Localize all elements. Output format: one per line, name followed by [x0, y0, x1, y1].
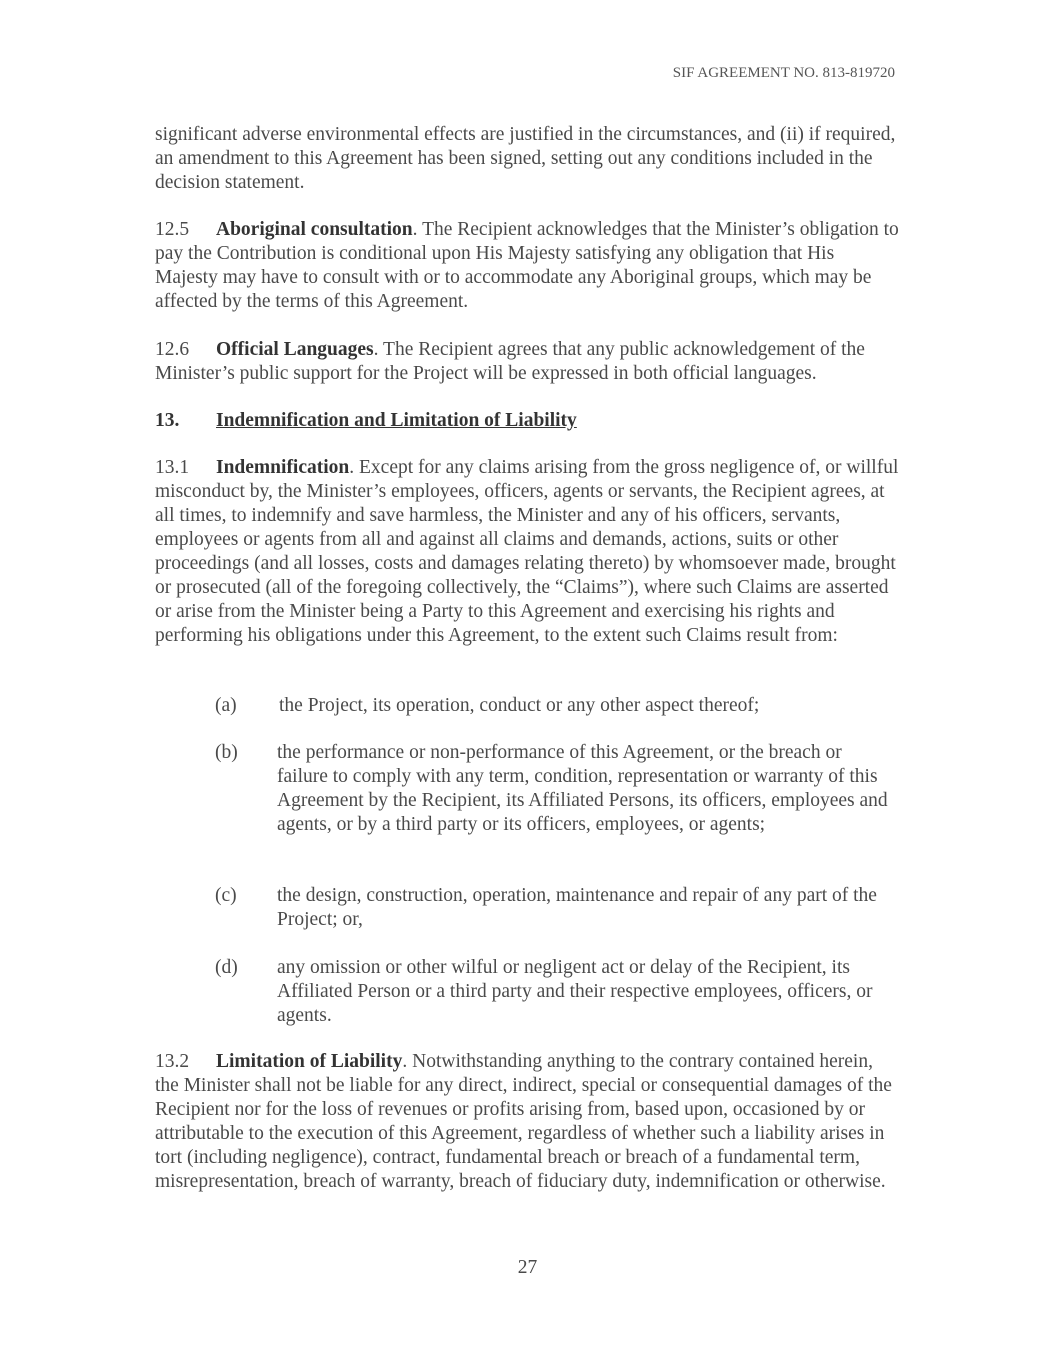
section-text: . The Recipient agrees that any public acknowledgement of the Minister’s public support for the Project will be expressed in both official languages. [155, 339, 865, 384]
item-label: (a) [215, 695, 237, 716]
agreement-number-header: SIF AGREEMENT NO. 813-819720 [672, 65, 895, 81]
section-13-heading [155, 409, 900, 433]
section-title: Limitation of Liability [216, 1051, 403, 1072]
section-title: Indemnification [216, 457, 350, 478]
section-12-6 [155, 338, 900, 386]
item-label: (d) [215, 957, 238, 978]
section-number: 12.6 [155, 339, 190, 360]
item-label: (b) [215, 742, 238, 763]
continuation-paragraph: significant adverse environmental effects are justified in the circumstances, and (ii) if required, an amendment to this Agreement has been signed, setting out any conditions included in the decision statement. [155, 124, 896, 193]
section-title: Indemnification and Limitation of Liability [216, 410, 577, 431]
page-number: 27 [517, 1257, 538, 1278]
section-number: 13. [155, 410, 180, 431]
section-number: 13.1 [155, 457, 190, 478]
section-13-2 [155, 1050, 900, 1194]
item-text: the design, construction, operation, maintenance and repair of any part of the Project; or, [277, 885, 877, 930]
section-text: . Except for any claims arising from the gross negligence of, or willful misconduct by, the Minister’s employees, officers, agents or servants, the Recipient agrees, at all times, to indemnify and save harmless, the Minister and any of his officers, servants, employees or agents from all and against all claims and demands, actions, suits or other proceedings (and all losses, costs and damages relating thereto) by whomsoever made, brought or prosecuted (all of the foregoing collectively, the “Claims”), where such Claims are asserted or arise from the Minister being a Party to this Agreement and exercising his rights and performing his obligations under this Agreement, to the extent such Claims result from: [155, 457, 899, 646]
section-text: . The Recipient acknowledges that the Minister’s obligation to pay the Contribution is conditional upon His Majesty satisfying any obligation that His Majesty may have to consult with or to accommodate any Aboriginal groups, which may be affected by the terms of this Agreement. [155, 219, 899, 312]
item-text: any omission or other wilful or negligent act or delay of the Recipient, its Affiliated Person or a third party and their respective employees, officers, or agents. [277, 957, 873, 1026]
section-title: Aboriginal consultation [216, 219, 413, 240]
item-text: the performance or non-performance of this Agreement, or the breach or failure to comply with any term, condition, representation or warranty of this Agreement by the Recipient, its Affiliated Persons, its officers, employees and agents, or by a third party or its officers, employees, or agents; [277, 742, 888, 835]
item-label: (c) [215, 885, 237, 906]
section-text: . Notwithstanding anything to the contrary contained herein, the Minister shall not be liable for any direct, indirect, special or consequential damages of the Recipient nor for the loss of revenues or profits arising from, based upon, occasioned by or attributable to the execution of this Agreement, regardless of whether such a liability arises in tort (including negligence), contract, fundamental breach or breach of a fundamental term, misrepresentation, breach of warranty, breach of fiduciary duty, indemnification or otherwise. [155, 1051, 892, 1192]
section-12-5 [155, 218, 900, 314]
section-13-1 [155, 456, 900, 648]
item-text: the Project, its operation, conduct or any other aspect thereof; [279, 695, 760, 716]
section-number: 12.5 [155, 219, 190, 240]
section-number: 13.2 [155, 1051, 190, 1072]
section-title: Official Languages [216, 339, 374, 360]
